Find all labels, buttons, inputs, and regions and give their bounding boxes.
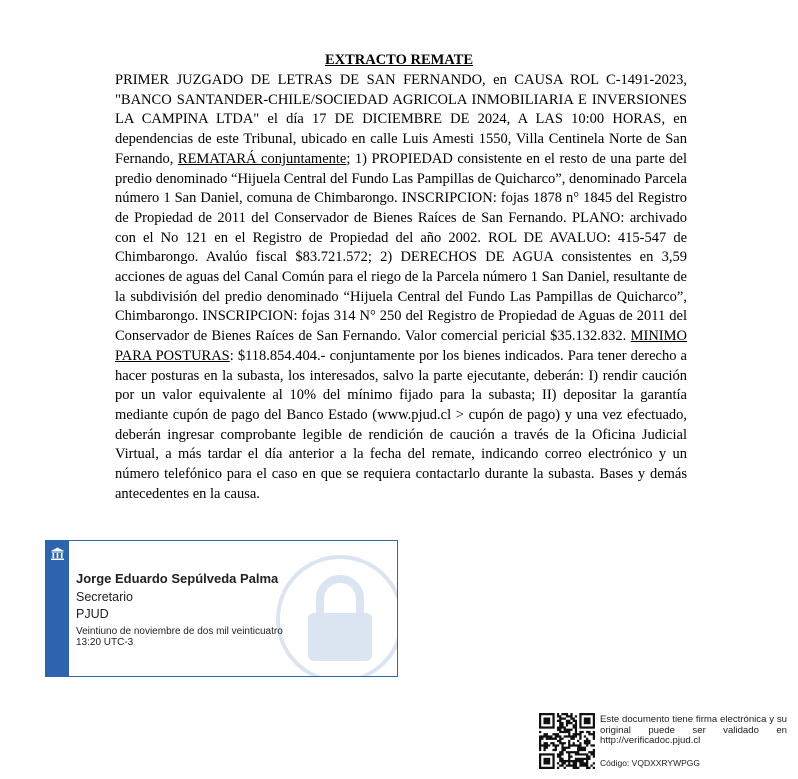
verification-code: Código: VQDXXRYWPGG xyxy=(600,758,700,768)
document-title: EXTRACTO REMATE xyxy=(324,52,474,68)
signature-datetime xyxy=(76,626,316,648)
signer-role: Secretario xyxy=(76,590,133,604)
signature-stripe xyxy=(46,541,69,676)
body-text-part-1: PRIMER JUZGADO DE LETRAS DE SAN FERNANDO, en CAUSA ROL C-1491-2023, "BANCO SANTANDER-CHILE/SOCIEDAD AGRICOLA INMOBILIARIA E INVERSIONES LA CAMPINA LTDA" el día 17 DE DICIEMBRE DE 2024, A LAS 10:00 HORAS, en dependencias de este Tribunal, ubicado en calle Luis Amesti 1550, Villa Centinela Norte de San Fernando, xyxy=(115,72,687,167)
qr-finder xyxy=(579,713,595,729)
signer-organization: PJUD xyxy=(76,607,109,621)
courthouse-icon xyxy=(50,547,65,561)
qr-finder xyxy=(539,753,555,769)
body-text-part-2: ; 1) PROPIEDAD consistente en el resto de una parte del predio denominado “Hijuela Central del Fundo Las Pampillas de Quicharco”, denominado Parcela número 1 San Daniel, comuna de Chimbarongo. INSCRIPCION: fojas 1878 n° 1845 del Registro de Propiedad de 2011 del Conservador de Bienes Raíces de San Fernando. PLANO: archivado con el No 121 en el Registro de Propiedad del año 2002. ROL DE AVALUO: 415-547 de Chimbarongo. Avalúo fiscal $83.721.572; 2) DERECHOS DE AGUA consistentes en 3,59 acciones de aguas del Canal Común para el riego de la Parcela número 1 San Daniel, resultante de la subdivisión del predio denominado “Hijuela Central del Fundo Las Pampillas de Quicharco”, Chimbarongo. INSCRIPCION: fojas 314 N° 250 del Registro de Propiedad de Aguas de 2011 del Conservador de Bienes Raíces de San Fernando. Valor comercial pericial $35.132.832. xyxy=(115,150,687,345)
lock-icon xyxy=(274,553,398,677)
signature-box xyxy=(45,540,398,677)
signature-time: 13:20 UTC-3 xyxy=(76,637,134,648)
verification-text: Este documento tiene firma electrónica y su original puede ser validado en http://verificadoc.pjud.cl xyxy=(600,714,787,747)
document-body xyxy=(115,71,687,504)
signature-date: Veintiuno de noviembre de dos mil veinticuatro xyxy=(76,626,283,637)
signer-name: Jorge Eduardo Sepúlveda Palma xyxy=(76,571,279,586)
body-underlined-minimo: MINIMO PARA POSTURAS xyxy=(115,328,687,364)
qr-finder xyxy=(539,713,555,729)
body-text-part-3: : $118.854.404.- conjuntamente por los bienes indicados. Para tener derecho a hacer posturas en la subasta, los interesados, salvo la parte ejecutante, deberán: I) rendir caución por un valor equivalente al 10% del mínimo fijado para la subasta; II) depositar la garantía mediante cupón de pago del Banco Estado (www.pjud.cl > cupón de pago) y una vez efectuado, deberán ingresar comprobante legible de rendición de caución a través de la Oficina Judicial Virtual, a más tardar el día anterior a la fecha del remate, indicando correo electrónico y un número telefónico para el caso en que se requiera contactarlo durante la subasta. Bases y demás antecedentes en la causa. xyxy=(115,347,687,502)
body-underlined-rematara: REMATARÁ conjuntamente xyxy=(177,150,347,167)
qr-code-icon xyxy=(539,713,595,769)
